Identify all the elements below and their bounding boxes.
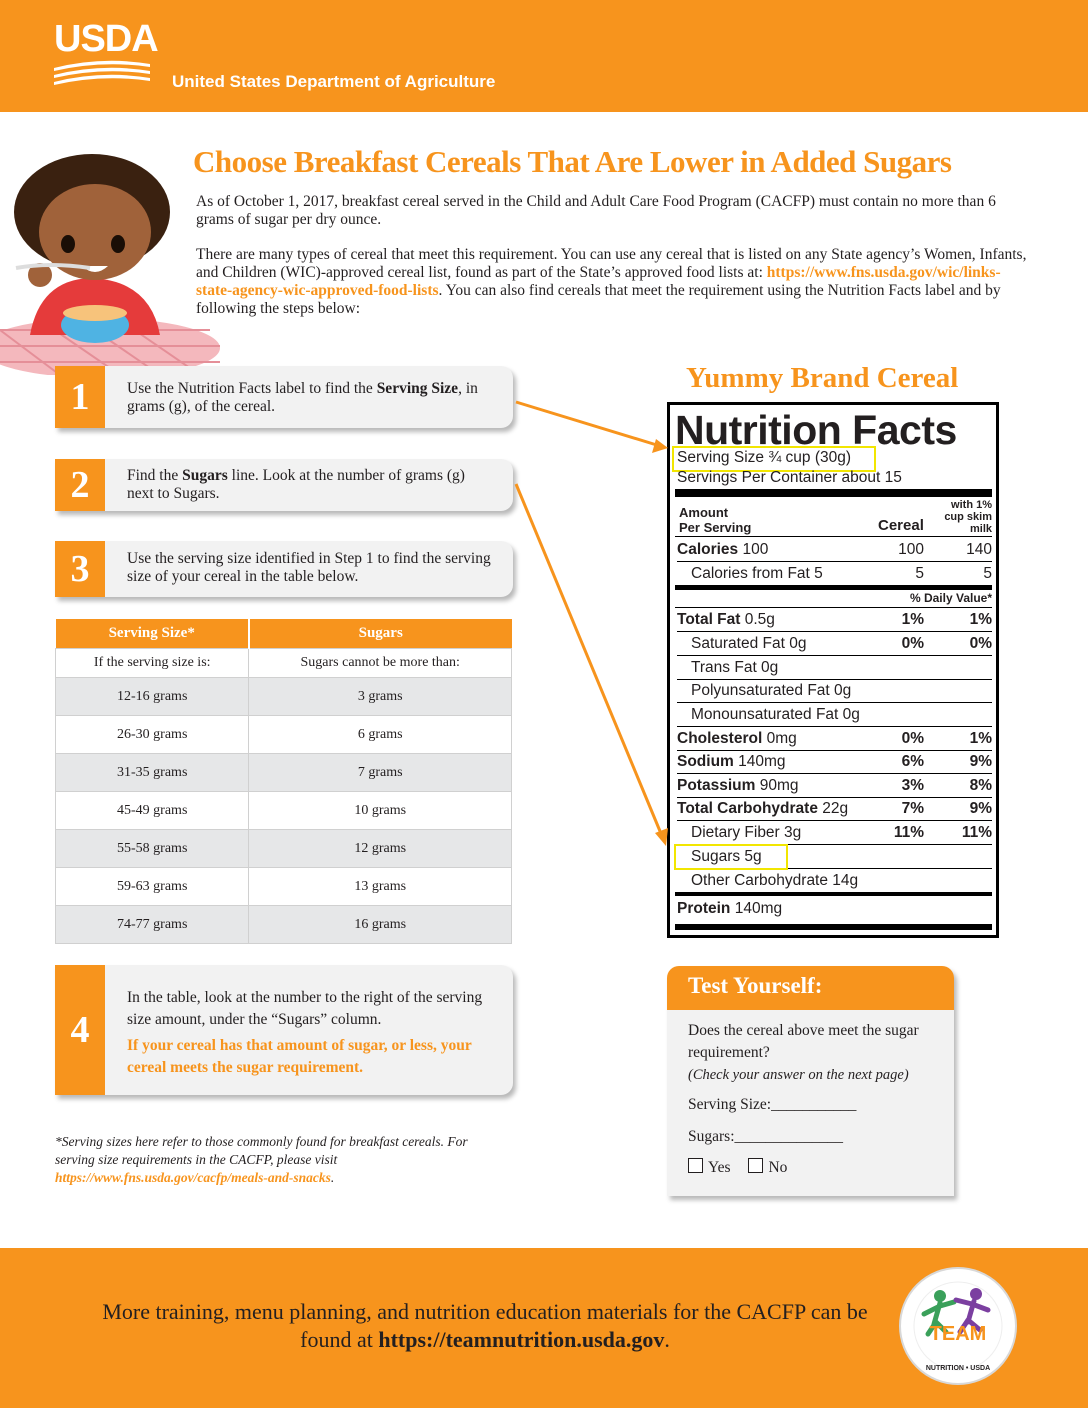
thick-divider	[675, 585, 992, 590]
department-name: United States Department of Agriculture	[172, 72, 496, 91]
team-nutrition-logo	[898, 1266, 1018, 1386]
serving-size-answer-field[interactable]: Serving Size:___________	[688, 1096, 857, 1113]
test-yourself-box	[667, 966, 954, 1196]
column-header-sugars: Sugars	[249, 619, 512, 649]
table-row	[56, 792, 512, 830]
nutrient-row: Total Fat 0.5g 1% 1%	[677, 609, 992, 632]
sugars-cell: 3 grams	[249, 678, 512, 716]
usda-swoosh-icon	[54, 58, 150, 90]
step-4	[55, 965, 513, 1095]
serving-size-cell: 12-16 grams	[56, 678, 249, 716]
nutrient-row: Potassium 90mg 3% 8%	[677, 775, 992, 798]
question-note: (Check your answer on the next page)	[688, 1067, 909, 1083]
table-subheader-row	[56, 649, 512, 678]
step-number: 4	[55, 965, 105, 1095]
amount-per-serving: Amount Per Serving	[679, 505, 752, 535]
divider	[675, 536, 992, 537]
table-row	[56, 678, 512, 716]
column-cereal: Cereal	[878, 517, 924, 534]
arrow-step-1	[516, 402, 660, 446]
table-row	[56, 906, 512, 944]
step-number: 3	[55, 541, 105, 597]
column-header-serving-size: Serving Size*	[56, 619, 249, 649]
step-4-highlight: If your cereal has that amount of sugar, or less, your cereal meets the sugar requirement.	[127, 1037, 472, 1076]
sugars-cell: 16 grams	[249, 906, 512, 944]
calories-from-fat-row: Calories from Fat 5 5 5	[691, 565, 992, 582]
team-ring-text: NUTRITION • USDA	[925, 1365, 991, 1372]
header-bar	[0, 0, 1088, 112]
step-1	[55, 366, 513, 428]
serving-size-cell: 55-58 grams	[56, 830, 249, 868]
subheader-sugars: Sugars cannot be more than:	[249, 649, 512, 678]
footer-end: .	[664, 1327, 670, 1352]
nutrient-row: Sodium 140mg 6% 9%	[677, 751, 992, 774]
sugars-cell: 7 grams	[249, 754, 512, 792]
cereal-brand-name: Yummy Brand Cereal	[686, 362, 959, 394]
team-nutrition-link[interactable]: https://teamnutrition.usda.gov	[378, 1327, 665, 1352]
step-number: 1	[55, 366, 105, 428]
step-number: 2	[55, 459, 105, 511]
thick-divider	[675, 924, 992, 930]
nutrient-row: Polyunsaturated Fat 0g	[677, 680, 992, 703]
nutrient-row: Protein 140mg	[677, 900, 783, 917]
sugars-cell: 10 grams	[249, 792, 512, 830]
sugars-cell: 12 grams	[249, 830, 512, 868]
no-checkbox[interactable]	[748, 1158, 763, 1173]
serving-size-table	[55, 619, 512, 944]
sugars-cell: 6 grams	[249, 716, 512, 754]
thick-divider	[675, 489, 992, 497]
sugars-answer-field[interactable]: Sugars:______________	[688, 1128, 843, 1145]
step-3	[55, 541, 513, 597]
nutrient-row: Trans Fat 0g	[677, 657, 992, 680]
sugars-cell: 13 grams	[249, 868, 512, 906]
intro-paragraph-1: As of October 1, 2017, breakfast cereal served in the Child and Adult Care Food Program (CACFP) must contain no more than 6 grams of sugar per dry ounce.	[196, 193, 996, 228]
serving-size-footnote	[55, 1133, 485, 1187]
footnote-end: .	[330, 1170, 335, 1185]
sugars-highlight	[674, 844, 788, 870]
table-row	[56, 868, 512, 906]
arrow-step-2	[516, 484, 662, 836]
table-row	[56, 716, 512, 754]
serving-size-cell: 26-30 grams	[56, 716, 249, 754]
no-label: No	[768, 1159, 788, 1176]
footnote-text: *Serving sizes here refer to those commonly found for breakfast cereals. For serving size requirements in the CACFP, please visit	[55, 1134, 468, 1167]
intro-text: There are many types of cereal that meet this requirement. You can use any cereal that is listed on any State agency’s Women, Infants, and Children (WIC)-approved cereal list, found as part of the State’s approved food lists at:	[196, 246, 1027, 281]
yes-label: Yes	[708, 1159, 731, 1176]
child-eating-cereal-illustration	[0, 150, 220, 375]
step-text: In the table, look at the number to the right of the serving size amount, under the “Sugars” column.	[127, 989, 483, 1028]
footer-text: More training, menu planning, and nutrition education materials for the CACFP can be found at	[102, 1299, 868, 1352]
daily-value-label: % Daily Value*	[909, 591, 992, 605]
nutrient-row: Saturated Fat 0g 0% 0%	[677, 633, 992, 656]
test-question	[688, 1020, 938, 1179]
test-yourself-header	[667, 966, 954, 1010]
step-text: Find the Sugars line. Look at the number of grams (g) next to Sugars.	[127, 467, 465, 502]
subheader-serving-size: If the serving size is:	[56, 649, 249, 678]
nutrient-row: Cholesterol 0mg 0% 1%	[677, 728, 992, 751]
yes-no-options	[688, 1157, 938, 1179]
table-row	[56, 754, 512, 792]
page-title: Choose Breakfast Cereals That Are Lower in Added Sugars	[193, 144, 952, 179]
nutrition-facts-label	[667, 402, 999, 938]
nutrient-row: Monounsaturated Fat 0g	[677, 704, 992, 727]
serving-size-cell: 74-77 grams	[56, 906, 249, 944]
nutrient-row: Other Carbohydrate 14g	[691, 872, 859, 889]
test-yourself-title: Test Yourself:	[688, 973, 823, 998]
thick-divider	[675, 892, 992, 896]
serving-size-cell: 59-63 grams	[56, 868, 249, 906]
footer-message	[100, 1298, 870, 1354]
column-with-milk: with 1% cup skim milk	[944, 499, 992, 535]
nutrient-row: Dietary Fiber 3g 11% 11%	[677, 822, 992, 845]
cacfp-meals-link[interactable]: https://www.fns.usda.gov/cacfp/meals-and-snacks	[55, 1170, 331, 1185]
intro-text-end: . You can also find cereals that meet the requirement using the Nutrition Facts label and by following the steps below:	[196, 282, 1001, 317]
divider	[675, 607, 992, 608]
usda-logo: USDA	[54, 18, 158, 60]
step-2	[55, 459, 513, 511]
intro-paragraph-2	[196, 246, 1036, 318]
question-text: Does the cereal above meet the sugar requirement?	[688, 1022, 919, 1061]
table-row	[56, 830, 512, 868]
servings-per-container: Servings Per Container about 15	[677, 469, 902, 486]
step-text: Use the serving size identified in Step 1 to find the serving size of your cereal in the table below.	[127, 550, 491, 585]
yes-checkbox[interactable]	[688, 1158, 703, 1173]
nutrition-facts-title: Nutrition Facts	[675, 407, 957, 453]
arrow-head-icon	[652, 439, 668, 453]
wic-food-lists-link[interactable]: https://www.fns.usda.gov/wic/links-state-agency-wic-approved-food-lists	[196, 264, 1001, 299]
calories-row: Calories 100 100 140	[677, 539, 992, 562]
table-header-row	[56, 619, 512, 649]
step-text: Use the Nutrition Facts label to find the Serving Size, in grams (g), of the cereal.	[127, 380, 478, 415]
serving-size-line: Serving Size ¾ cup (30g)	[677, 449, 852, 466]
team-word: TEAM	[929, 1323, 987, 1345]
nutrient-row-sugars: Sugars 5g	[677, 846, 992, 869]
serving-size-cell: 31-35 grams	[56, 754, 249, 792]
nutrient-row: Total Carbohydrate 22g 7% 9%	[677, 798, 992, 821]
serving-size-cell: 45-49 grams	[56, 792, 249, 830]
